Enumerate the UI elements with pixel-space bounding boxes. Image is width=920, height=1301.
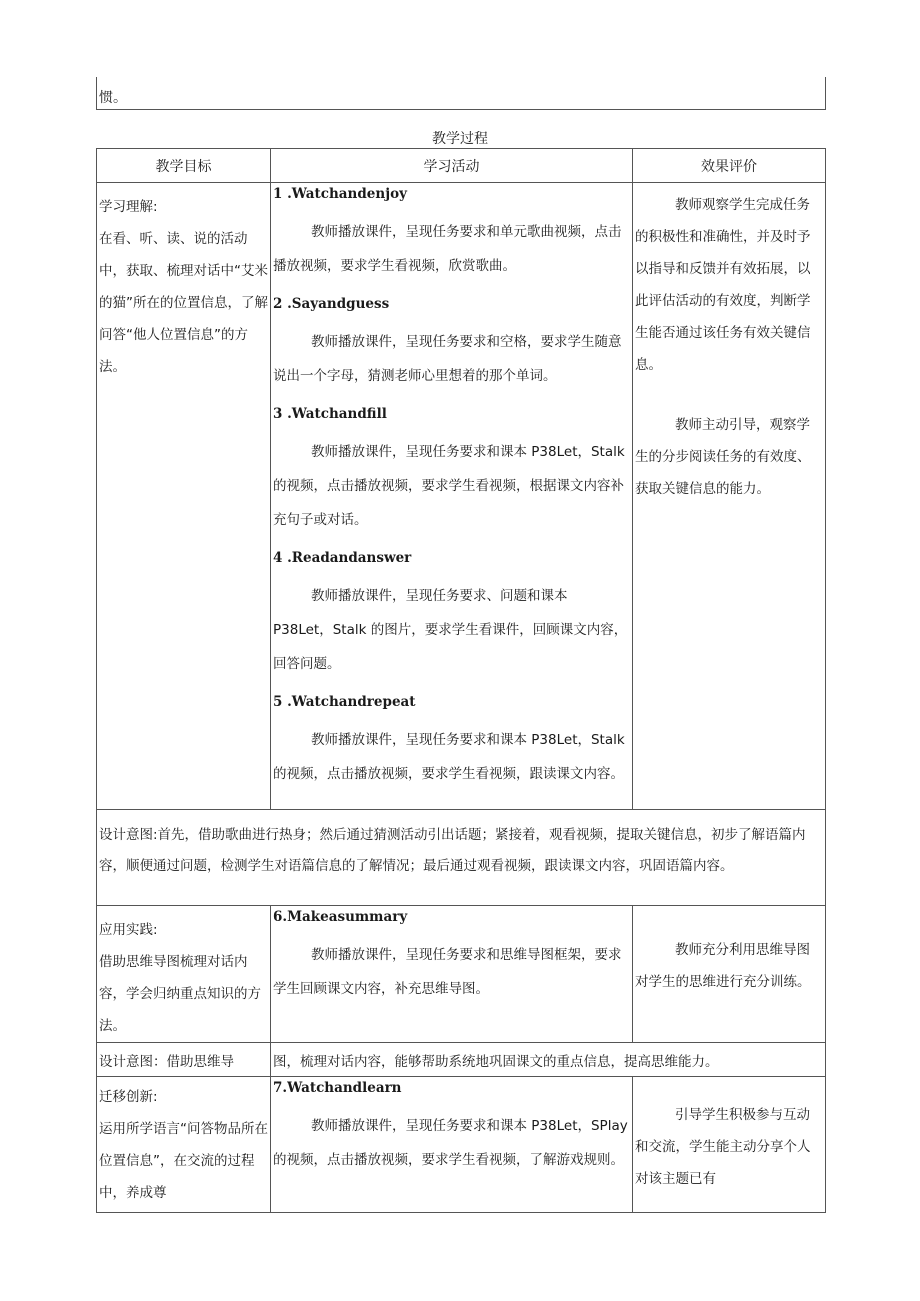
evaluation-cell <box>633 183 826 810</box>
activity-text: 教师播放课件，呈现任务要求、问题和课本 P38Let，Stalk 的图片，要求学生看课件，回顾课文内容，回答问题。 <box>273 588 628 672</box>
design-intent-row <box>97 1043 826 1077</box>
goal-title: 应用实践: <box>99 922 158 938</box>
activity-cell <box>271 1077 633 1213</box>
activity-heading: 3 .Watchandfill <box>273 406 387 422</box>
header-activity: 学习活动 <box>271 149 633 183</box>
design-intent-right: 图，梳理对话内容，能够帮助系统地巩固课文的重点信息，提高思维能力。 <box>271 1043 826 1077</box>
design-intent-left: 设计意图：借助思维导 <box>97 1043 271 1077</box>
goal-text: 在看、听、读、说的活动中，获取、梳理对话中“艾米的猫”所在的位置信息，了解问答“他人位置信息”的方法。 <box>99 231 268 375</box>
activity-text: 教师播放课件，呈现任务要求和课本 P38Let，SPlay 的视频，点击播放视频，要求学生看视频，了解游戏规则。 <box>273 1118 628 1168</box>
activity-heading: 6.Makeasummary <box>273 909 408 925</box>
activity-heading: 7.Watchandlearn <box>273 1080 402 1096</box>
activity-text: 教师播放课件，呈现任务要求和空格，要求学生随意说出一个字母，猜测老师心里想着的那个单词。 <box>273 334 622 384</box>
goal-text: 借助思维导图梳理对话内容，学会归纳重点知识的方法。 <box>99 954 261 1034</box>
evaluation-text: 教师观察学生完成任务的积极性和准确性，并及时予以指导和反馈并有效拓展，以此评估活动的有效度，判断学生能否通过该任务有效关键信息。 <box>635 197 811 373</box>
goal-cell <box>97 906 271 1043</box>
design-intent: 设计意图:首先，借助歌曲进行热身；然后通过猜测活动引出话题；紧接着，观看视频，提取关键信息，初步了解语篇内容，顺便通过问题，检测学生对语篇信息的了解情况；最后通过观看视频，跟读课文内容，巩固语篇内容。 <box>97 810 826 906</box>
activity-cell <box>271 906 633 1043</box>
activity-heading: 5 .Watchandrepeat <box>273 694 416 710</box>
header-goal: 教学目标 <box>97 149 271 183</box>
evaluation-text: 教师主动引导，观察学生的分步阅读任务的有效度、获取关键信息的能力。 <box>635 417 811 497</box>
header-evaluation: 效果评价 <box>633 149 826 183</box>
activity-heading: 2 .Sayandguess <box>273 296 390 312</box>
activity-heading: 1 .Watchandenjoy <box>273 186 407 202</box>
goal-title: 学习理解: <box>99 199 158 215</box>
activity-text: 教师播放课件，呈现任务要求和课本 P38Let，Stalk 的视频，点击播放视频，要求学生看视频，跟读课文内容。 <box>273 732 625 782</box>
activity-heading: 4 .Readandanswer <box>273 550 412 566</box>
teaching-process-table <box>96 148 826 1213</box>
goal-cell <box>97 183 271 810</box>
top-box-text: 惯。 <box>99 90 127 106</box>
activity-cell <box>271 183 633 810</box>
activity-text: 教师播放课件，呈现任务要求和课本 P38Let，Stalk 的视频，点击播放视频，要求学生看视频，根据课文内容补充句子或对话。 <box>273 444 625 528</box>
activity-text: 教师播放课件，呈现任务要求和思维导图框架，要求学生回顾课文内容，补充思维导图。 <box>273 947 622 997</box>
header-row <box>97 149 826 183</box>
goal-title: 迁移创新: <box>99 1089 158 1105</box>
goal-text: 运用所学语言“问答物品所在位置信息”，在交流的过程中，养成尊 <box>99 1121 268 1201</box>
table-row <box>97 906 826 1043</box>
design-intent-row <box>97 810 826 906</box>
evaluation-cell <box>633 1077 826 1213</box>
activity-text: 教师播放课件，呈现任务要求和单元歌曲视频，点击播放视频，要求学生看视频，欣赏歌曲。 <box>273 224 622 274</box>
table-caption: 教学过程 <box>432 131 488 147</box>
evaluation-text: 引导学生积极参与互动和交流，学生能主动分享个人对该主题已有 <box>635 1107 811 1187</box>
goal-cell <box>97 1077 271 1213</box>
table-row <box>97 1077 826 1213</box>
table-row <box>97 183 826 810</box>
evaluation-cell <box>633 906 826 1043</box>
previous-table-bottom <box>96 77 826 110</box>
evaluation-text: 教师充分利用思维导图对学生的思维进行充分训练。 <box>635 942 811 990</box>
